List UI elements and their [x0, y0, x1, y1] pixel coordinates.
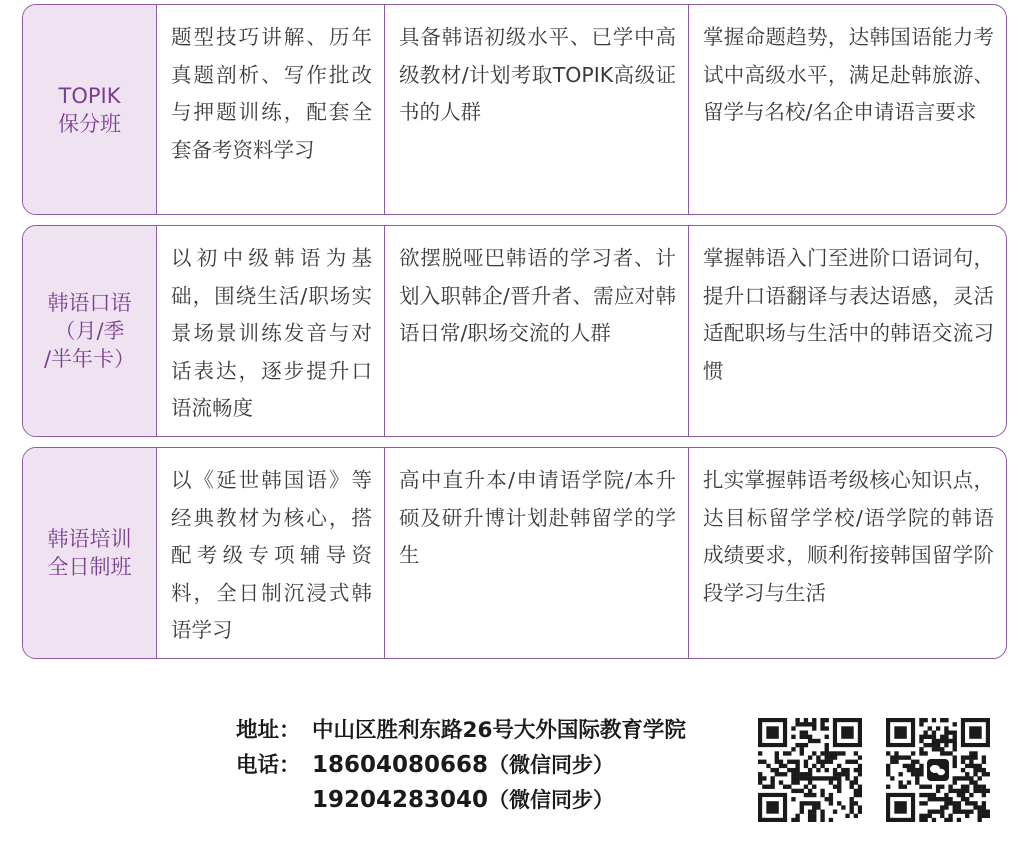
course-content: 以初中级韩语为基础，围绕生活/职场实景场景训练发音与对话表达，逐步提升口语流畅度	[157, 226, 385, 436]
phone-note-1: （微信同步）	[488, 753, 615, 777]
phone-label: 电话：	[236, 753, 301, 778]
course-card-fulltime	[22, 447, 1007, 659]
phone-row-2	[236, 783, 686, 818]
course-target-audience: 高中直升本/申请语学院/本升硕及研升博计划赴韩留学的学生	[385, 448, 689, 658]
course-target-audience: 具备韩语初级水平、已学中高级教材/计划考取TOPIK高级证书的人群	[385, 5, 689, 214]
phone-note-2: （微信同步）	[488, 788, 615, 812]
address-label: 地址：	[236, 718, 301, 743]
course-card-topik	[22, 4, 1007, 215]
wechat-qr-code-icon	[886, 718, 990, 822]
course-name-cell	[23, 448, 157, 658]
course-name: 韩语培训 全日制班	[47, 527, 132, 579]
course-goal: 扎实掌握韩语考级核心知识点，达目标留学学校/语学院的韩语成绩要求，顺利衔接韩国留学阶段学习与生活	[703, 468, 994, 605]
course-name-cell	[23, 226, 157, 436]
phone-row-1	[236, 748, 686, 783]
contact-info	[236, 714, 686, 818]
course-card-speaking	[22, 225, 1007, 437]
course-name: 韩语口语 （月/季 /半年卡）	[43, 291, 136, 371]
address-row	[236, 714, 686, 748]
address-value: 中山区胜利东路26号大外国际教育学院	[312, 718, 686, 743]
course-goal: 掌握韩语入门至进阶口语词句，提升口语翻译与表达语感，灵活适配职场与生活中的韩语交流习惯	[703, 246, 994, 383]
course-content: 以《延世韩国语》等经典教材为核心，搭配考级专项辅导资料，全日制沉浸式韩语学习	[157, 448, 385, 658]
qr-code-icon	[758, 718, 862, 822]
phone-number-2: 19204283040	[312, 787, 489, 813]
phone-number-1: 18604080668	[312, 752, 489, 778]
course-target-audience: 欲摆脱哑巴韩语的学习者、计划入职韩企/晋升者、需应对韩语日常/职场交流的人群	[385, 226, 689, 436]
course-name: TOPIK 保分班	[58, 83, 121, 136]
course-content: 题型技巧讲解、历年真题剖析、写作批改与押题训练，配套全套备考资料学习	[157, 5, 385, 214]
course-name-cell	[23, 5, 157, 214]
course-goal: 掌握命题趋势，达韩国语能力考试中高级水平，满足赴韩旅游、留学与名校/名企申请语言要求	[703, 25, 994, 124]
